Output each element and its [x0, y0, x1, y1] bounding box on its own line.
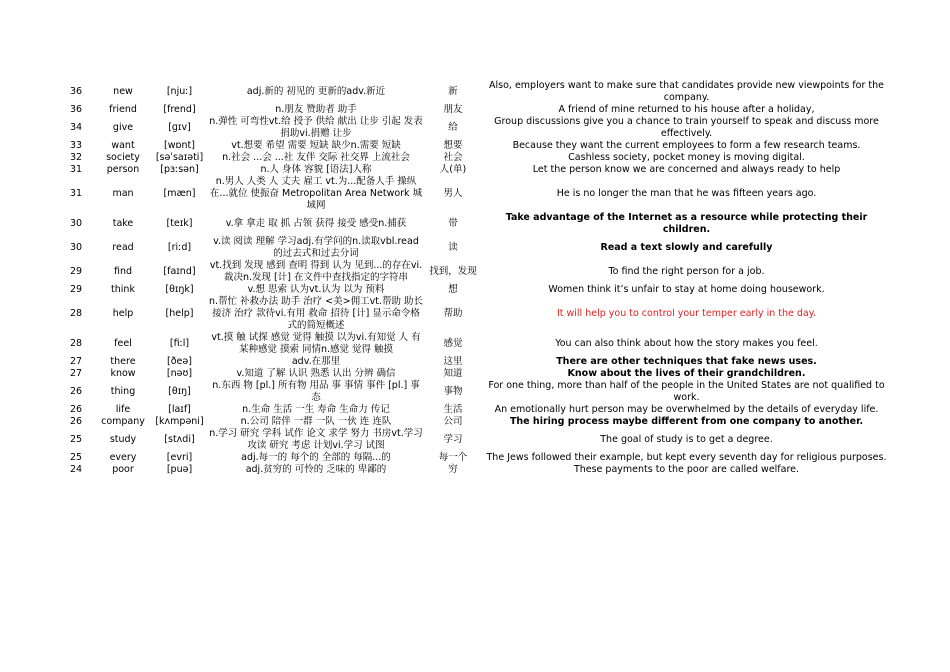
word-cell: man	[112, 188, 134, 199]
phonetic-cell: [fiːl]	[169, 338, 190, 349]
chinese-meaning-cell: 帮助	[443, 308, 463, 319]
frequency-cell: 25	[69, 434, 83, 445]
word-cell: read	[112, 242, 134, 253]
table-row	[58, 404, 892, 416]
example-sentence-cell: To find the right person for a job.	[608, 266, 765, 277]
example-sentence-cell: An emotionally hurt person may be overwhelmed by the details of everyday life.	[494, 404, 879, 415]
frequency-cell: 28	[69, 338, 83, 349]
table-row	[58, 140, 892, 152]
example-sentence-cell: These payments to the poor are called welfare.	[573, 464, 800, 475]
word-cell: thing	[110, 386, 136, 397]
example-sentence-cell: Take advantage of the Internet as a resource while protecting their children.	[505, 212, 868, 235]
phonetic-cell: [help]	[165, 308, 194, 319]
frequency-cell: 26	[69, 404, 83, 415]
definition-cell: v.知道 了解 认识 熟悉 认出 分辨 确信	[236, 368, 396, 379]
table-row	[58, 464, 892, 476]
table-row	[58, 452, 892, 464]
phonetic-cell: [kʌmpəni]	[155, 416, 204, 427]
chinese-meaning-cell: 这里	[443, 356, 463, 367]
chinese-meaning-cell: 穷	[448, 464, 458, 475]
definition-cell: adj.新的 初见的 更新的adv.新近	[246, 86, 386, 97]
frequency-cell: 25	[69, 452, 83, 463]
frequency-cell: 36	[69, 86, 83, 97]
frequency-cell: 33	[69, 140, 83, 151]
frequency-cell: 30	[69, 242, 83, 253]
definition-cell: n.朋友 赞助者 助手	[275, 104, 357, 115]
phonetic-cell: [stʌdi]	[164, 434, 195, 445]
phonetic-cell: [evri]	[166, 452, 193, 463]
chinese-meaning-cell: 男人	[443, 188, 463, 199]
chinese-meaning-cell: 给	[448, 122, 458, 133]
word-cell: study	[109, 434, 137, 445]
example-sentence-cell: A friend of mine returned to his house after a holiday,	[558, 104, 815, 115]
example-sentence-cell: The goal of study is to get a degree.	[600, 434, 773, 445]
definition-cell: n.学习 研究 学科 试作 论文 求学 努力 书房vt.学习 攻读 研究 考虑 计划vi.学习 试图	[209, 428, 423, 451]
chinese-meaning-cell: 知道	[443, 368, 463, 379]
chinese-meaning-cell: 感觉	[443, 338, 463, 349]
table-row	[58, 164, 892, 176]
phonetic-cell: [nəʊ]	[166, 368, 193, 379]
phonetic-cell: [wɒnt]	[164, 140, 195, 151]
chinese-meaning-cell: 每一个	[438, 452, 468, 463]
chinese-meaning-cell: 人(单)	[439, 164, 467, 175]
frequency-cell: 27	[69, 368, 83, 379]
definition-cell: n.生命 生活 一生 寿命 生命力 传记	[242, 404, 390, 415]
chinese-meaning-cell: 朋友	[443, 104, 463, 115]
phonetic-cell: [faɪnd]	[163, 266, 196, 277]
example-sentence-cell: Let the person know we are concerned and always ready to help	[532, 164, 841, 175]
chinese-meaning-cell: 生活	[443, 404, 463, 415]
vocabulary-table	[58, 80, 892, 476]
phonetic-cell: [θɪŋ]	[168, 386, 191, 397]
definition-cell: v.拿 拿走 取 抓 占领 获得 接受 感受n.捕获	[225, 218, 407, 229]
chinese-meaning-cell: 想	[448, 284, 458, 295]
word-cell: help	[112, 308, 134, 319]
definition-cell: adj.每一的 每个的 全部的 每隔...的	[241, 452, 391, 463]
word-cell: company	[101, 416, 145, 427]
word-cell: take	[112, 218, 134, 229]
chinese-meaning-cell: 新	[448, 86, 458, 97]
chinese-meaning-cell: 带	[448, 218, 458, 229]
word-cell: every	[109, 452, 137, 463]
frequency-cell: 29	[69, 284, 83, 295]
example-sentence-cell: You can also think about how the story makes you feel.	[555, 338, 818, 349]
definition-cell: v.想 思索 认为vt.认为 以为 预料	[247, 284, 385, 295]
frequency-cell: 34	[69, 122, 83, 133]
word-cell: know	[110, 368, 136, 379]
phonetic-cell: [frend]	[163, 104, 196, 115]
example-sentence-cell: Read a text slowly and carefully	[600, 242, 773, 253]
table-row	[58, 260, 892, 284]
phonetic-cell: [teɪk]	[166, 218, 193, 229]
example-sentence-cell: Group discussions give you a chance to train yourself to speak and discuss more effectively.	[494, 116, 879, 139]
table-row	[58, 332, 892, 356]
table-row	[58, 116, 892, 140]
frequency-cell: 36	[69, 104, 83, 115]
example-sentence-cell: He is no longer the man that he was fifteen years ago.	[556, 188, 817, 199]
example-sentence-cell: For one thing, more than half of the people in the United States are not qualified to work.	[488, 380, 885, 403]
definition-cell: n.公司 陪伴 一群 一队 一伙 连 连队	[240, 416, 392, 427]
table-row	[58, 80, 892, 104]
table-row	[58, 368, 892, 380]
word-cell: life	[115, 404, 131, 415]
chinese-meaning-cell: 想要	[443, 140, 463, 151]
definition-cell: n.人 身体 容貌 [语法]人称	[260, 164, 372, 175]
example-sentence-cell: Also, employers want to make sure that candidates provide new viewpoints for the company.	[489, 80, 884, 103]
phonetic-cell: [laɪf]	[168, 404, 191, 415]
word-cell: poor	[112, 464, 134, 475]
definition-cell: n.男人 人类 人 丈夫 雇工 vt.为...配备人手 操纵 在...就位 使振奋 Metropolitan Area Network 城域网	[209, 176, 423, 211]
chinese-meaning-cell: 事物	[443, 386, 463, 397]
definition-cell: adv.在那里	[291, 356, 341, 367]
chinese-meaning-cell: 公司	[443, 416, 463, 427]
example-sentence-cell: Because they want the current employees to form a few research teams.	[512, 140, 861, 151]
example-sentence-cell: It will help you to control your temper early in the day.	[556, 308, 817, 319]
table-row	[58, 416, 892, 428]
frequency-cell: 32	[69, 152, 83, 163]
frequency-cell: 28	[69, 308, 83, 319]
table-row	[58, 356, 892, 368]
table-row	[58, 236, 892, 260]
chinese-meaning-cell: 社会	[443, 152, 463, 163]
frequency-cell: 26	[69, 416, 83, 427]
definition-cell: n.弹性 可弯性vt.给 授予 供给 献出 让步 引起 发表 捐助vi.捐赠 让步	[209, 116, 423, 139]
example-sentence-cell: Cashless society, pocket money is moving digital.	[568, 152, 805, 163]
example-sentence-cell: The Jews followed their example, but kept every seventh day for religious purposes.	[486, 452, 887, 463]
chinese-meaning-cell: 读	[448, 242, 458, 253]
frequency-cell: 31	[69, 164, 83, 175]
phonetic-cell: [θɪŋk]	[165, 284, 194, 295]
table-row	[58, 428, 892, 452]
frequency-cell: 26	[69, 386, 83, 397]
table-row	[58, 296, 892, 332]
word-cell: society	[106, 152, 140, 163]
definition-cell: n.社会 ...会 ...社 友伴 交际 社交界 上流社会	[222, 152, 410, 163]
example-sentence-cell: Women think it’s unfair to stay at home doing housework.	[548, 284, 825, 295]
table-row	[58, 284, 892, 296]
phonetic-cell: [səˈsaɪəti]	[155, 152, 204, 163]
word-cell: person	[106, 164, 140, 175]
word-cell: feel	[114, 338, 132, 349]
example-sentence-cell: Know about the lives of their grandchildren.	[567, 368, 806, 379]
example-sentence-cell: The hiring process maybe different from one company to another.	[509, 416, 864, 427]
table-row	[58, 104, 892, 116]
word-cell: want	[111, 140, 135, 151]
chinese-meaning-cell: 学习	[443, 434, 463, 445]
frequency-cell: 27	[69, 356, 83, 367]
definition-cell: vt.找到 发现 感到 查明 得到 认为 见到...的存在vi.裁决n.发现 [计] 在文件中查找指定的字符串	[209, 260, 423, 283]
frequency-cell: 31	[69, 188, 83, 199]
table-row	[58, 176, 892, 212]
definition-cell: vt.摸 触 试探 感觉 觉得 触摸 以为vi.有知觉 人 有某种感觉 摸索 同情n.感觉 觉得 触摸	[211, 332, 421, 355]
word-cell: new	[113, 86, 133, 97]
definition-cell: n.帮忙 补救办法 助手 治疗 <美>佣工vt.帮助 助长 接济 治疗 款待vi.有用 救命 招待 [计] 显示命令格式的简短概述	[209, 296, 423, 331]
frequency-cell: 24	[69, 464, 83, 475]
word-cell: there	[110, 356, 136, 367]
phonetic-cell: [njuː]	[166, 86, 193, 97]
word-cell: give	[112, 122, 134, 133]
example-sentence-cell: There are other techniques that fake news uses.	[556, 356, 817, 367]
table-row	[58, 152, 892, 164]
definition-cell: adj.贫穷的 可怜的 乏味的 卑鄙的	[245, 464, 387, 475]
definition-cell: vt.想要 希望 需要 短缺 缺少n.需要 短缺	[231, 140, 401, 151]
phonetic-cell: [puə]	[166, 464, 193, 475]
phonetic-cell: [pɜːsən]	[160, 164, 199, 175]
phonetic-cell: [ɡɪv]	[168, 122, 191, 133]
vocabulary-table-body	[58, 80, 892, 476]
phonetic-cell: [riːd]	[167, 242, 192, 253]
chinese-meaning-cell: 找到，发现	[429, 266, 477, 277]
word-cell: think	[111, 284, 135, 295]
definition-cell: n.东西 物 [pl.] 所有物 用品 事 事情 事件 [pl.] 事态	[212, 380, 420, 403]
table-row	[58, 212, 892, 236]
word-cell: friend	[109, 104, 137, 115]
frequency-cell: 29	[69, 266, 83, 277]
table-row	[58, 380, 892, 404]
frequency-cell: 30	[69, 218, 83, 229]
phonetic-cell: [mæn]	[163, 188, 196, 199]
word-cell: find	[113, 266, 133, 277]
definition-cell: v.读 阅读 理解 学习adj.有学问的n.读取vbl.read的过去式和过去分词	[213, 236, 419, 259]
phonetic-cell: [ðeə]	[167, 356, 192, 367]
